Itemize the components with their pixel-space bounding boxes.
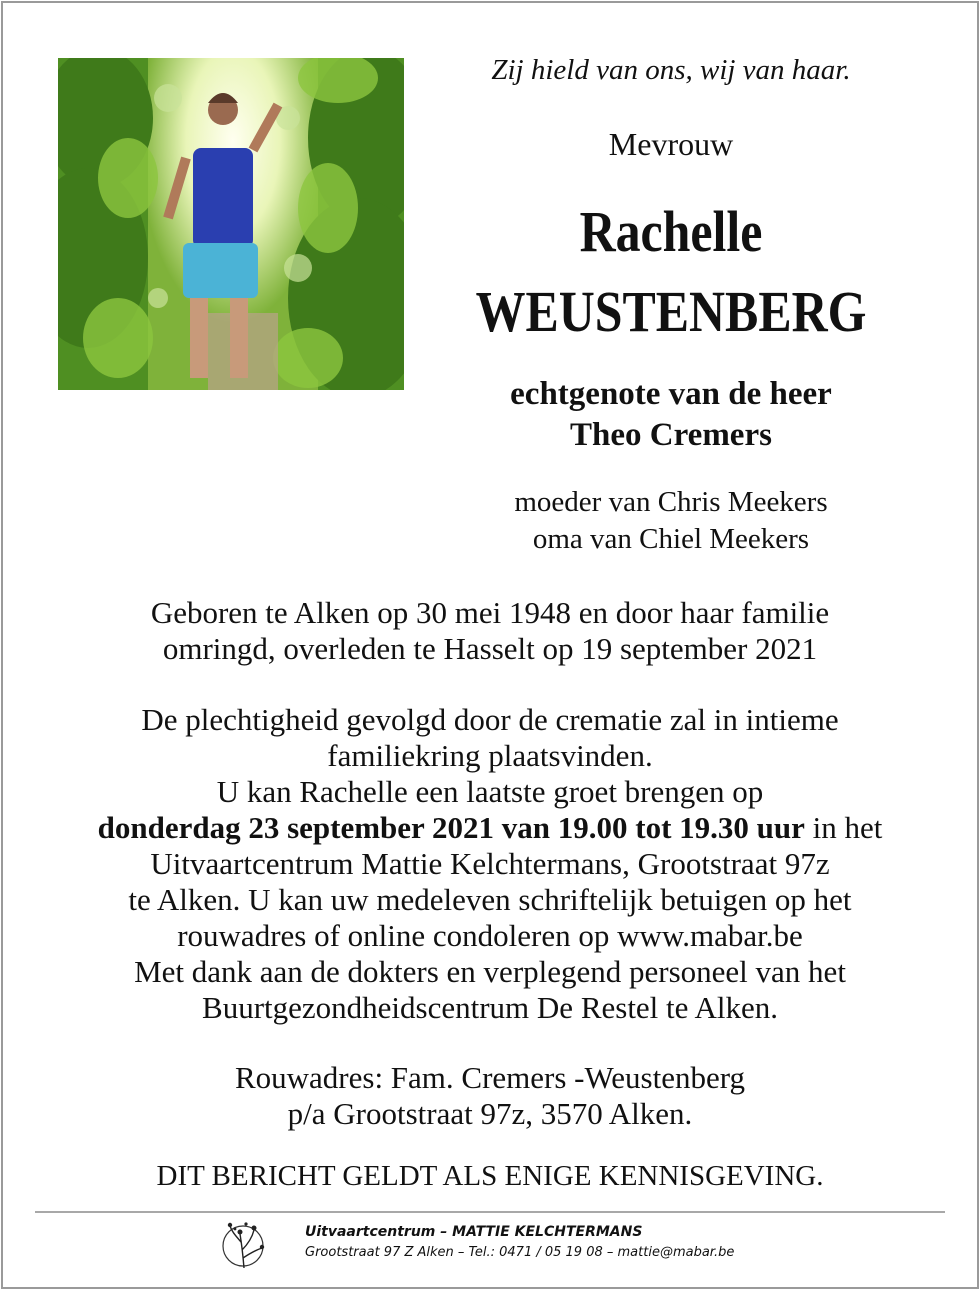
honorific: Mevrouw	[608, 126, 734, 162]
footer-divider	[35, 1211, 945, 1213]
ceremony-line-8: Met dank aan de dokters en verplegend personeel van het	[134, 954, 846, 989]
ceremony-line-4	[0, 810, 980, 846]
ceremony-line-4-rest: in het	[804, 810, 883, 845]
ceremony-line-5: Uitvaartcentrum Mattie Kelchtermans, Grootstraat 97z	[150, 846, 830, 881]
funeral-home-contact: Grootstraat 97 Z Alken – Tel.: 0471 / 05 19 08 – mattie@mabar.be	[305, 1245, 735, 1260]
ceremony-line-3: U kan Rachelle een laatste groet brengen op	[216, 774, 764, 809]
birth-death-line-2: omringd, overleden te Hasselt op 19 september 2021	[162, 631, 818, 666]
address-line-1: Rouwadres: Fam. Cremers -Weustenberg	[234, 1060, 746, 1095]
birth-death-line-1: Geboren te Alken op 30 mei 1948 en door haar familie	[150, 595, 830, 630]
spouse-line-2: Theo Cremers	[570, 417, 772, 453]
ceremony-line-9: Buurtgezondheidscentrum De Restel te Alken.	[202, 990, 778, 1025]
ceremony-datetime: donderdag 23 september 2021 van 19.00 tot 19.30 uur	[97, 810, 805, 845]
portrait-photo	[58, 58, 404, 390]
ceremony-line-7: rouwadres of online condoleren op www.mabar.be	[177, 918, 803, 953]
deceased-last-name: WEUSTENBERG	[475, 279, 867, 344]
ceremony-line-6: te Alken. U kan uw medeleven schriftelijk betuigen op het	[128, 882, 852, 917]
spouse-line-1: echtgenote van de heer	[510, 376, 832, 412]
closing-notice: DIT BERICHT GELDT ALS ENIGE KENNISGEVING.	[156, 1160, 824, 1192]
deceased-first-name: Rachelle	[579, 199, 763, 264]
memorial-quote: Zij hield van ons, wij van haar.	[491, 54, 851, 86]
relation-grandmother: oma van Chiel Meekers	[532, 523, 810, 555]
ceremony-line-1: De plechtigheid gevolgd door de crematie zal in intieme	[141, 702, 839, 737]
relation-mother: moeder van Chris Meekers	[514, 486, 828, 518]
funeral-home-name: Uitvaartcentrum – MATTIE KELCHTERMANS	[305, 1224, 643, 1240]
address-line-2: p/a Grootstraat 97z, 3570 Alken.	[287, 1096, 693, 1131]
flower-logo-icon	[216, 1216, 280, 1270]
ceremony-line-2: familiekring plaatsvinden.	[327, 738, 653, 773]
